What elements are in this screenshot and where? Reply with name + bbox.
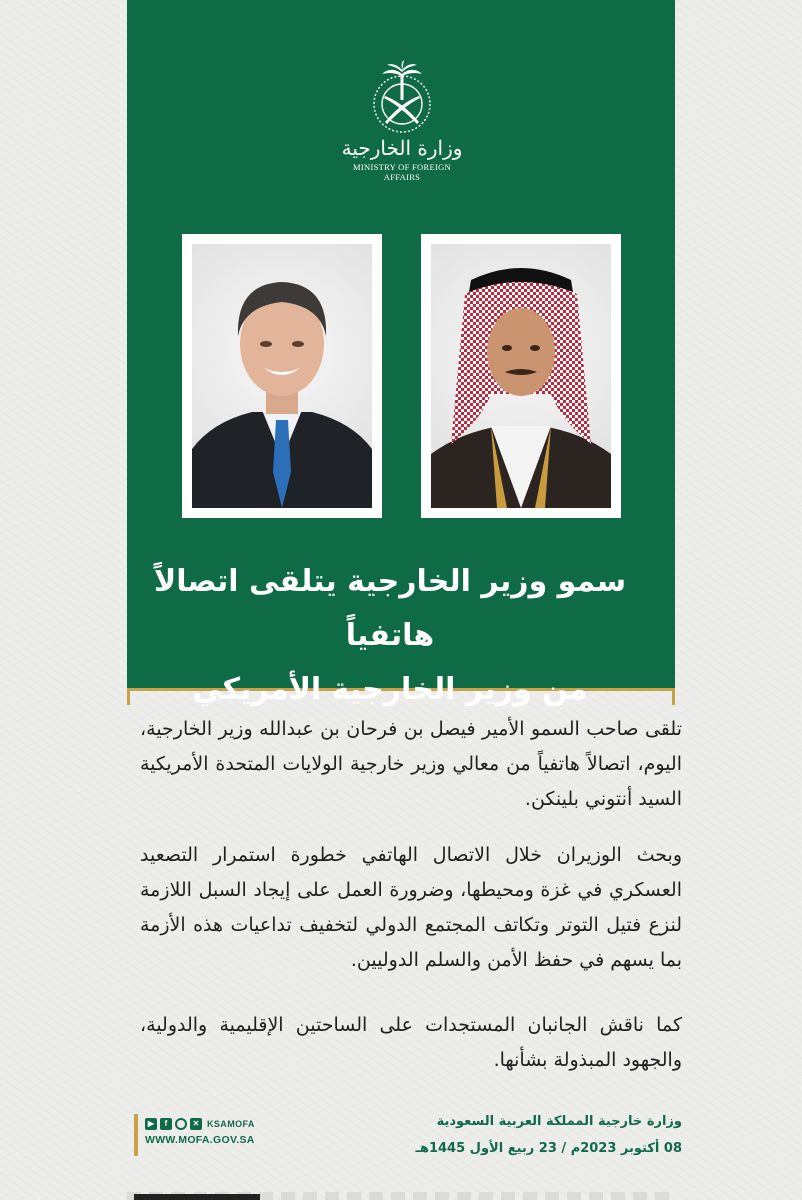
social-handle[interactable]: KSAMOFA (207, 1119, 255, 1129)
portrait-blinken-image (192, 244, 372, 508)
gold-corner-right (658, 688, 675, 705)
instagram-icon[interactable] (175, 1118, 187, 1130)
body-paragraph-2: وبحث الوزيران خلال الاتصال الهاتفي خطورة استمرار التصعيد العسكري في غزة ومحيطها، وضرورة العمل على إيجاد السبل اللازمة لنزع فتيل التوتر وتكاتف المجتمع الدولي لتخفيف تداعيات هذه الأزمة بما يسهم في حفظ الأمن والسلم الدوليين. (140, 844, 682, 971)
x-twitter-icon[interactable]: ✕ (190, 1118, 202, 1130)
signature-block (380, 1112, 682, 1160)
facebook-icon[interactable]: f (160, 1118, 172, 1130)
ministry-logo (340, 60, 464, 180)
youtube-icon[interactable]: ▶ (145, 1118, 157, 1130)
headline-line-1: سمو وزير الخارجية يتلقى اتصالاً هاتفياً (153, 564, 627, 653)
palm-swords-emblem-icon (367, 60, 437, 138)
signature-date: 08 أكتوبر 2023م / 23 ربيع الأول 1445هـ (415, 1141, 682, 1156)
bottom-dark-bar (134, 1194, 260, 1200)
headline (140, 555, 640, 717)
portrait-faisal-image (431, 244, 611, 508)
headline-line-2: من وزير الخارجية الأمريكي (192, 672, 588, 707)
portrait-faisal (421, 234, 621, 518)
logo-english-text: MINISTRY OF FOREIGN AFFAIRS (353, 162, 451, 182)
social-icons-row (145, 1114, 284, 1134)
body-paragraph-1: تلقى صاحب السمو الأمير فيصل بن فرحان بن عبدالله وزير الخارجية، اليوم، اتصالاً هاتفياً من معالي وزير خارجية الولايات المتحدة الأمريكية السيد أنتوني بلينكن. (140, 718, 682, 810)
social-footer (134, 1114, 284, 1156)
body-paragraph-3: كما ناقش الجانبان المستجدات على الساحتين الإقليمية والدولية، والجهود المبذولة بشأنها. (140, 1014, 682, 1071)
portrait-blinken (182, 234, 382, 518)
website-link[interactable]: WWW.MOFA.GOV.SA (145, 1134, 255, 1146)
logo-arabic-text: وزارة الخارجية (341, 136, 463, 160)
signature-organization: وزارة خارجية المملكة العربية السعودية (436, 1114, 682, 1129)
